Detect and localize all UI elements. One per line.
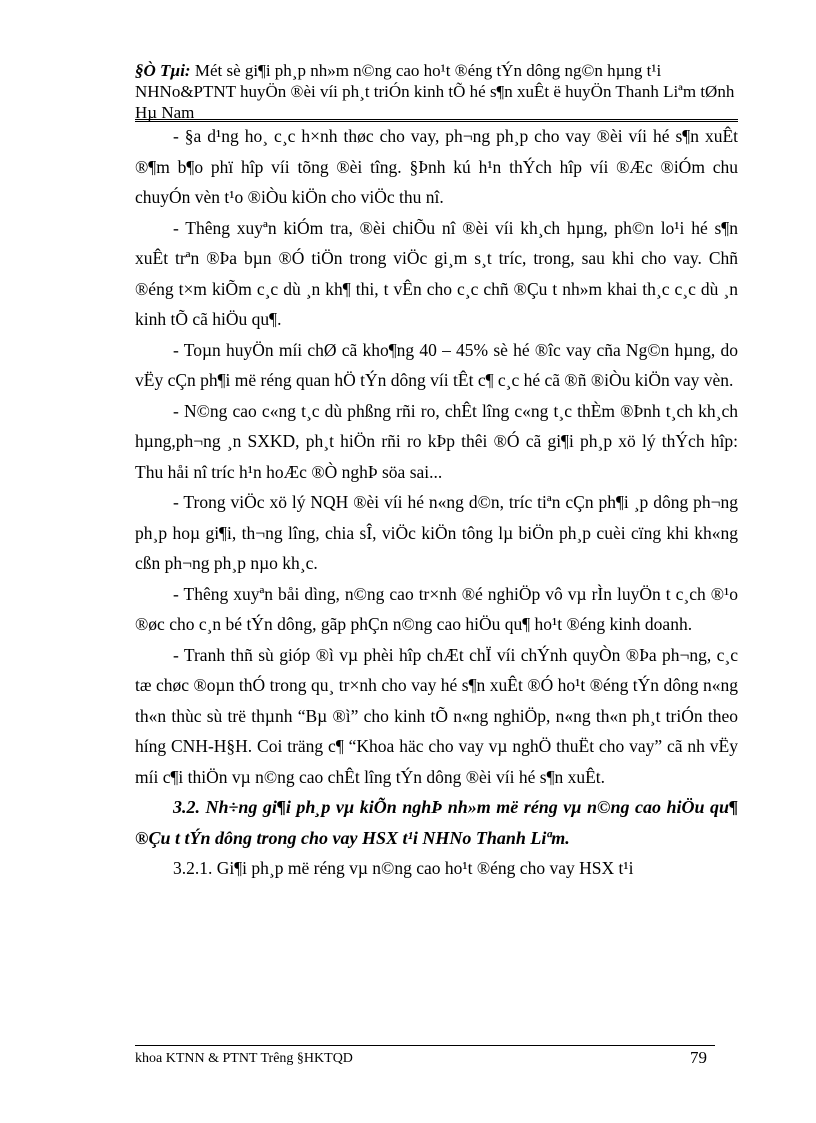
paragraph: - Toµn huyÖn míi chØ cã kho¶ng 40 – 45% sè hé ®îc vay cña Ng©n hµng, do vËy cÇn ph¶i më réng quan hÖ tÝn dông víi tÊt c¶ c¸c hé cã ®ñ ®iÒu kiÖn vay vèn.	[135, 339, 738, 390]
page-header	[135, 60, 735, 123]
paragraph: - Trong viÖc xö lý NQH ®èi víi hé n«ng d©n, tríc tiªn cÇn ph¶i ¸p dông ph¬ng ph¸p hoµ gi¶i, th¬ng lîng, chia sÎ, viÖc kiÖn tông lµ biÖn ph¸p cuèi cïng khi kh«ng cßn ph¬ng ph¸p nµo kh¸c.	[135, 492, 738, 573]
paragraph: - Tranh thñ sù gióp ®ì vµ phèi hîp chÆt chÏ víi chÝnh quyÒn ®Þa ph¬ng, c¸c tæ chøc ®oµn thÓ trong qu¸ tr×nh cho vay hé s¶n xuÊt ®Ó ho¹t ®éng tÝn dông n«ng th«n thùc sù trë thµnh “Bµ ®ì” cho kinh tÕ n«ng nghiÖp, n«ng th«n ph¸t triÓn theo híng CNH-H§H. Coi träng c¶ “Khoa häc cho vay vµ nghÖ thuËt cho vay” cã nh vËy míi c¶i thiÖn vµ n©ng cao chÊt lîng tÝn dông ®èi víi hé s¶n xuÊt.	[135, 644, 738, 787]
subsection-heading: 3.2.1. Gi¶i ph¸p më réng vµ n©ng cao ho¹t ®éng cho vay HSX t¹i	[173, 858, 634, 878]
section-heading: 3.2. Nh÷ng gi¶i ph¸p vµ kiÕn nghÞ nh»m më réng vµ n©ng cao hiÖu qu¶ ®Çu t tÝn dông trong cho vay HSX t¹i NHNo Thanh Liªm.	[135, 797, 738, 848]
paragraph: - Thêng xuyªn kiÓm tra, ®èi chiÕu nî ®èi víi kh¸ch hµng, ph©n lo¹i hé s¶n xuÊt trªn ®Þa bµn ®Ó tiÖn trong viÖc gi¸m s¸t tríc, trong, sau khi cho vay. Chñ ®éng t×m kiÕm c¸c dù ¸n kh¶ thi, t vÊn cho c¸c chñ ®Çu t nh»m khai th¸c c¸c dù ¸n kinh tÕ cã hiÖu qu¶.	[135, 217, 738, 329]
header-label: §Ò Tµi:	[135, 61, 191, 80]
header-title: Mét sè gi¶i ph¸p nh»m n©ng cao ho¹t ®éng tÝn dông ng©n hµng t¹i NHNo&PTNT huyÖn ®èi víi ph¸t triÓn kinh tÕ hé s¶n xuÊt ë huyÖn Thanh Liªm tØnh Hµ Nam	[135, 61, 735, 122]
paragraph: - §a d¹ng ho¸ c¸c h×nh thøc cho vay, ph¬ng ph¸p cho vay ®èi víi hé s¶n xuÊt ®¶m b¶o phï hîp víi tõng ®èi tîng. §Þnh kú h¹n thÝch hîp víi ®Æc ®iÓm chu chuyÓn vèn t¹o ®iÒu kiÖn cho viÖc thu nî.	[135, 126, 738, 207]
paragraph: - Thêng xuyªn båi dìng, n©ng cao tr×nh ®é nghiÖp vô vµ rÌn luyÖn t c¸ch ®¹o ®øc cho c¸n bé tÝn dông, gãp phÇn n©ng cao hiÖu qu¶ ho¹t ®éng kinh doanh.	[135, 583, 738, 634]
document-body	[135, 121, 738, 884]
footer-text: khoa KTNN & PTNT Trêng §HKTQD	[135, 1051, 353, 1066]
paragraph: - N©ng cao c«ng t¸c dù phßng rñi ro, chÊt lîng c«ng t¸c thÈm ®Þnh t¸ch kh¸ch hµng,ph¬ng ¸n SXKD, ph¸t hiÖn rñi ro kÞp thêi ®Ó cã gi¶i ph¸p xö lý thÝch hîp: Thu håi nî tríc h¹n hoÆc ®Ò nghÞ söa sai...	[135, 400, 738, 482]
page-number: 79	[690, 1048, 707, 1067]
footer-divider	[135, 1045, 715, 1046]
